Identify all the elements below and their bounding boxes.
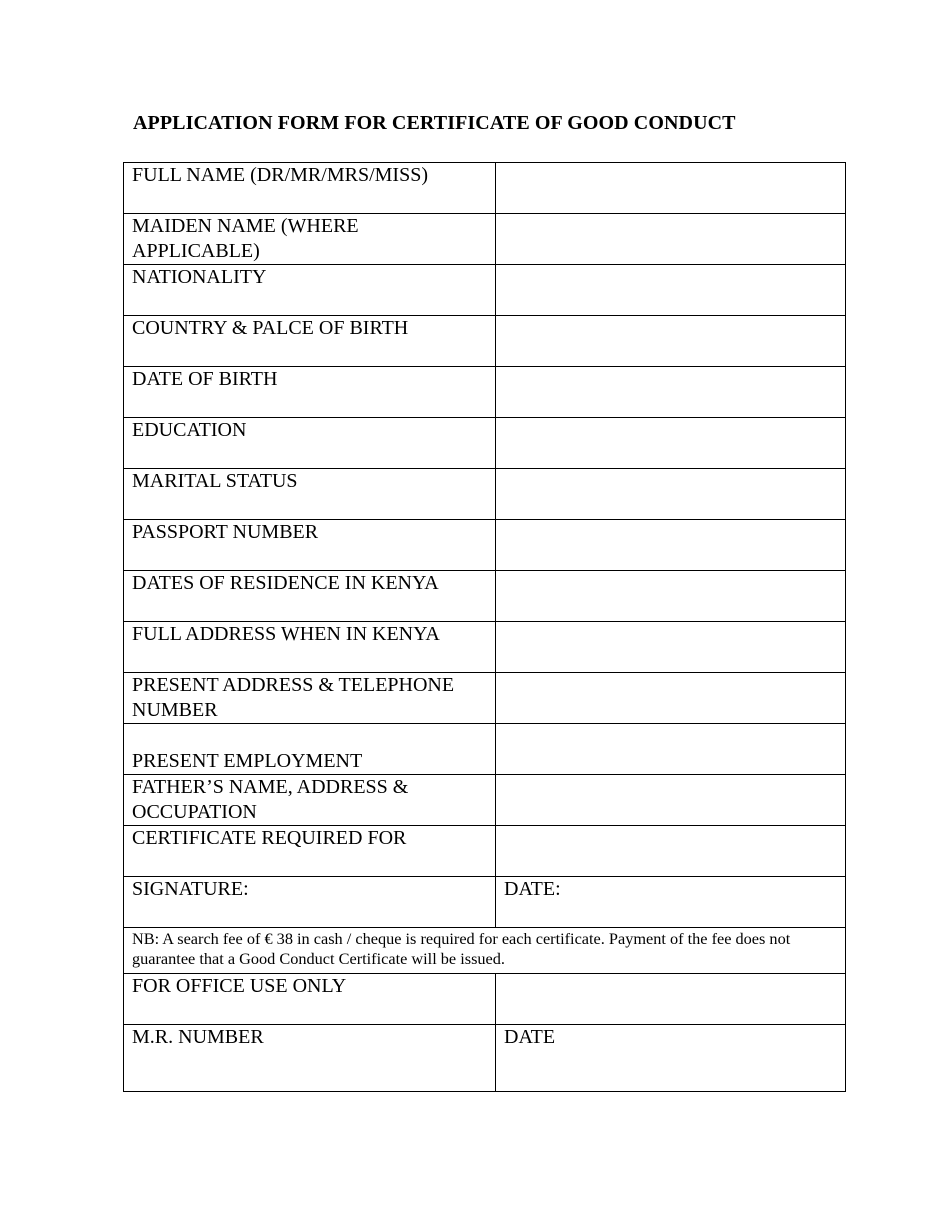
full-name-field[interactable] (496, 163, 846, 214)
form-row-date-of-birth (124, 367, 846, 418)
form-row-full-address-kenya (124, 622, 846, 673)
certificate-required-for-label: CERTIFICATE REQUIRED FOR (124, 826, 496, 877)
dates-of-residence-label: DATES OF RESIDENCE IN KENYA (124, 571, 496, 622)
country-place-of-birth-label: COUNTRY & PALCE OF BIRTH (124, 316, 496, 367)
present-address-field[interactable] (496, 673, 846, 724)
full-address-kenya-label: FULL ADDRESS WHEN IN KENYA (124, 622, 496, 673)
date-of-birth-label: DATE OF BIRTH (124, 367, 496, 418)
maiden-name-label: MAIDEN NAME (WHERE APPLICABLE) (124, 214, 496, 265)
form-row-dates-of-residence (124, 571, 846, 622)
passport-number-label: PASSPORT NUMBER (124, 520, 496, 571)
form-row-fathers-details (124, 775, 846, 826)
form-row-country-place-of-birth (124, 316, 846, 367)
form-row-present-employment (124, 724, 846, 775)
form-row-certificate-required-for (124, 826, 846, 877)
office-use-field (496, 974, 846, 1025)
form-row-education (124, 418, 846, 469)
education-field[interactable] (496, 418, 846, 469)
office-use-label: FOR OFFICE USE ONLY (124, 974, 496, 1025)
form-row-signature (124, 877, 846, 928)
page-title: APPLICATION FORM FOR CERTIFICATE OF GOOD CONDUCT (133, 112, 736, 134)
fathers-details-label: FATHER’S NAME, ADDRESS & OCCUPATION (124, 775, 496, 826)
form-row-nationality (124, 265, 846, 316)
present-employment-field[interactable] (496, 724, 846, 775)
form-row-marital-status (124, 469, 846, 520)
application-form-table (123, 162, 846, 1092)
maiden-name-field[interactable] (496, 214, 846, 265)
mr-number-label: M.R. NUMBER (124, 1025, 496, 1092)
fee-note: NB: A search fee of € 38 in cash / cheque is required for each certificate. Payment of the fee does not guarantee that a Good Conduct Certificate will be issued. (124, 928, 846, 974)
country-place-of-birth-field[interactable] (496, 316, 846, 367)
passport-number-field[interactable] (496, 520, 846, 571)
full-address-kenya-field[interactable] (496, 622, 846, 673)
full-name-label: FULL NAME (DR/MR/MRS/MISS) (124, 163, 496, 214)
education-label: EDUCATION (124, 418, 496, 469)
present-address-label: PRESENT ADDRESS & TELEPHONE NUMBER (124, 673, 496, 724)
form-row-office-use (124, 974, 846, 1025)
signature-date-label[interactable]: DATE: (496, 877, 846, 928)
signature-label[interactable]: SIGNATURE: (124, 877, 496, 928)
certificate-required-for-field[interactable] (496, 826, 846, 877)
fathers-details-field[interactable] (496, 775, 846, 826)
nationality-field[interactable] (496, 265, 846, 316)
marital-status-field[interactable] (496, 469, 846, 520)
office-date-label: DATE (496, 1025, 846, 1092)
form-row-mr-number (124, 1025, 846, 1092)
nationality-label: NATIONALITY (124, 265, 496, 316)
form-row-full-name (124, 163, 846, 214)
form-row-passport-number (124, 520, 846, 571)
present-employment-label: PRESENT EMPLOYMENT (124, 724, 496, 775)
dates-of-residence-field[interactable] (496, 571, 846, 622)
form-row-note (124, 928, 846, 974)
form-row-present-address (124, 673, 846, 724)
date-of-birth-field[interactable] (496, 367, 846, 418)
form-row-maiden-name (124, 214, 846, 265)
marital-status-label: MARITAL STATUS (124, 469, 496, 520)
